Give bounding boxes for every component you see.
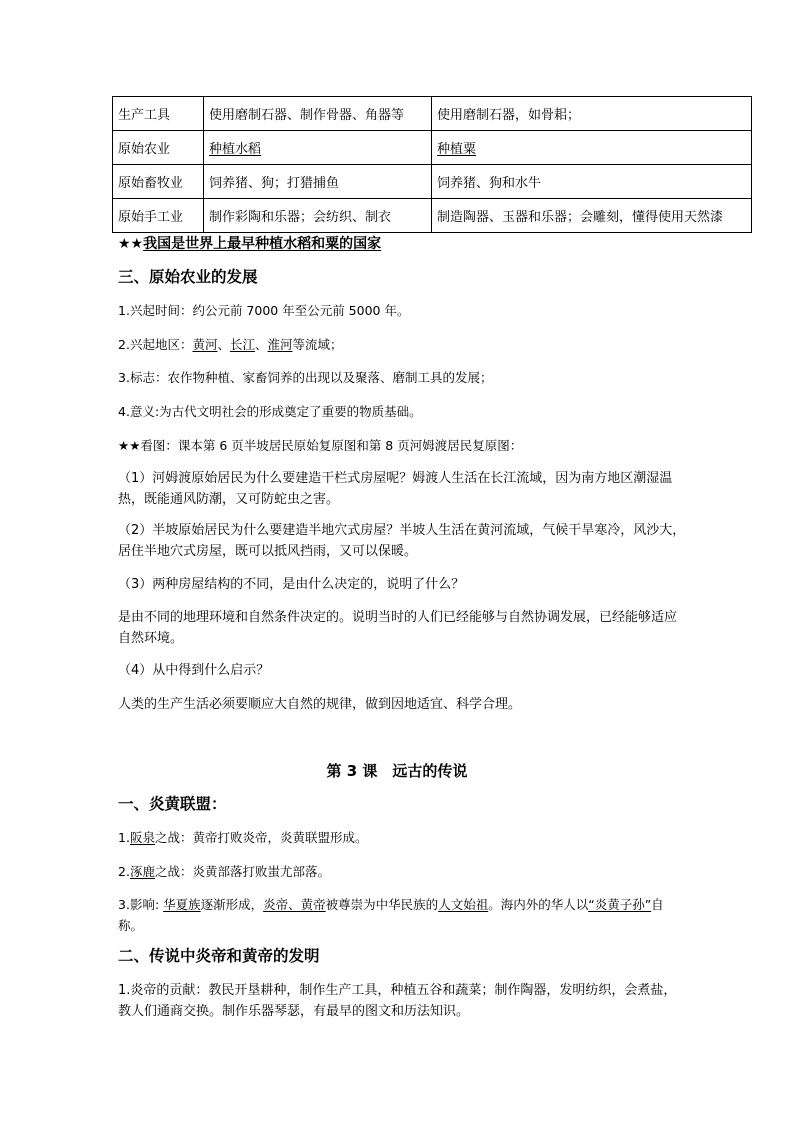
banpo-cell: 制造陶器、玉器和乐器；会雕刻，懂得使用天然漆: [432, 199, 752, 233]
table-row: [113, 165, 752, 199]
list-item: 3.标志：农作物种植、家畜饲养的出现以及聚落、磨制工具的发展；: [118, 370, 493, 385]
hemudu-cell: 制作彩陶和乐器；会纺织、制衣: [204, 199, 432, 233]
row-label: 原始农业: [113, 131, 204, 165]
underlined-term: 淮河: [267, 337, 293, 352]
underlined-term: “炎黄子孙”: [588, 897, 652, 912]
list-item: 4.意义:为古代文明社会的形成奠定了重要的物质基础。: [118, 404, 422, 419]
underlined-term: 炎帝、黄帝: [263, 897, 326, 912]
section-heading: 一、炎黄联盟：: [118, 795, 227, 813]
underlined-term: 人文始祖: [438, 897, 489, 912]
underlined-term: 种植粟: [437, 142, 477, 157]
table-row: [113, 131, 752, 165]
hemudu-cell: 使用磨制石器、制作骨器、角器等: [204, 97, 432, 131]
list-item: 3.影响: 华夏族逐渐形成，炎帝、黄帝被尊崇为中华民族的人文始祖。海内外的华人以“炎黄子孙”自称。: [118, 897, 664, 933]
hemudu-cell: [204, 131, 432, 165]
section-heading: 三、原始农业的发展: [118, 268, 258, 286]
answer-3: 是由不同的地理环境和自然条件决定的。说明当时的人们已经能够与自然协调发展，已经能够适应自然环境。: [118, 610, 678, 646]
question-1: （1）河姆渡原始居民为什么要建造干栏式房屋呢？姆渡人生活在长江流域，因为南方地区潮湿温热，既能通风防潮，又可防蛇虫之害。: [118, 471, 673, 507]
question-4: （4）从中得到什么启示？: [118, 663, 270, 678]
banpo-cell: 使用磨制石器，如骨耜；: [432, 97, 752, 131]
underlined-term: 种植水稻: [209, 142, 262, 157]
section-heading: 二、传说中炎帝和黄帝的发明: [118, 947, 320, 965]
underlined-term: 华夏族: [163, 897, 201, 912]
row-label: 原始手工业: [113, 199, 204, 233]
list-item: 1.炎帝的贡献：教民开垦耕种，制作生产工具，种植五谷和蔬菜；制作陶器，发明纺织，会煮盐，教人们通商交换。制作乐器琴瑟，有最早的图文和历法知识。: [118, 983, 677, 1019]
key-point-text: 我国是世界上最早种植水稻和粟的国家: [143, 236, 382, 252]
comparison-table: [112, 96, 752, 233]
underlined-term: 涿鹿: [129, 864, 155, 879]
key-point-note: [118, 234, 381, 254]
question-3: （3）两种房屋结构的不同，是由什么决定的，说明了什么？: [118, 577, 465, 592]
look-picture-title: ★★看图：课本第 6 页半坡居民原始复原图和第 8 页河姆渡居民复原图：: [118, 438, 523, 453]
row-label: 原始畜牧业: [113, 165, 204, 199]
hemudu-cell: 饲养猪、狗；打猎捕鱼: [204, 165, 432, 199]
list-item: 1.阪泉之战：黄帝打败炎帝，炎黄联盟形成。: [118, 830, 368, 845]
underlined-term: 阪泉: [129, 830, 155, 845]
underlined-term: 长江: [229, 337, 255, 352]
table-row: [113, 97, 752, 131]
banpo-cell: 饲养猪、狗和水牛: [432, 165, 752, 199]
list-item: 1.兴起时间：约公元前 7000 年至公元前 5000 年。: [118, 303, 410, 318]
list-item: 2.兴起地区：黄河、长江、淮河等流域；: [118, 337, 343, 352]
question-2: （2）半坡原始居民为什么要建造半地穴式房屋？半坡人生活在黄河流域，气候干旱寒冷，风沙大，居住半地穴式房屋，既可以抵风挡雨，又可以保暖。: [118, 523, 686, 559]
star-icons: ★★: [118, 236, 144, 252]
lesson-title: 第 3 课 远古的传说: [326, 762, 468, 780]
row-label: 生产工具: [113, 97, 204, 131]
answer-4: 人类的生产生活必须要顺应大自然的规律，做到因地适宜、科学合理。: [118, 697, 522, 712]
banpo-cell: [432, 131, 752, 165]
underlined-term: 黄河: [192, 337, 218, 352]
table-row: [113, 199, 752, 233]
list-item: 2.涿鹿之战：炎黄部落打败蚩尤部落。: [118, 864, 330, 879]
